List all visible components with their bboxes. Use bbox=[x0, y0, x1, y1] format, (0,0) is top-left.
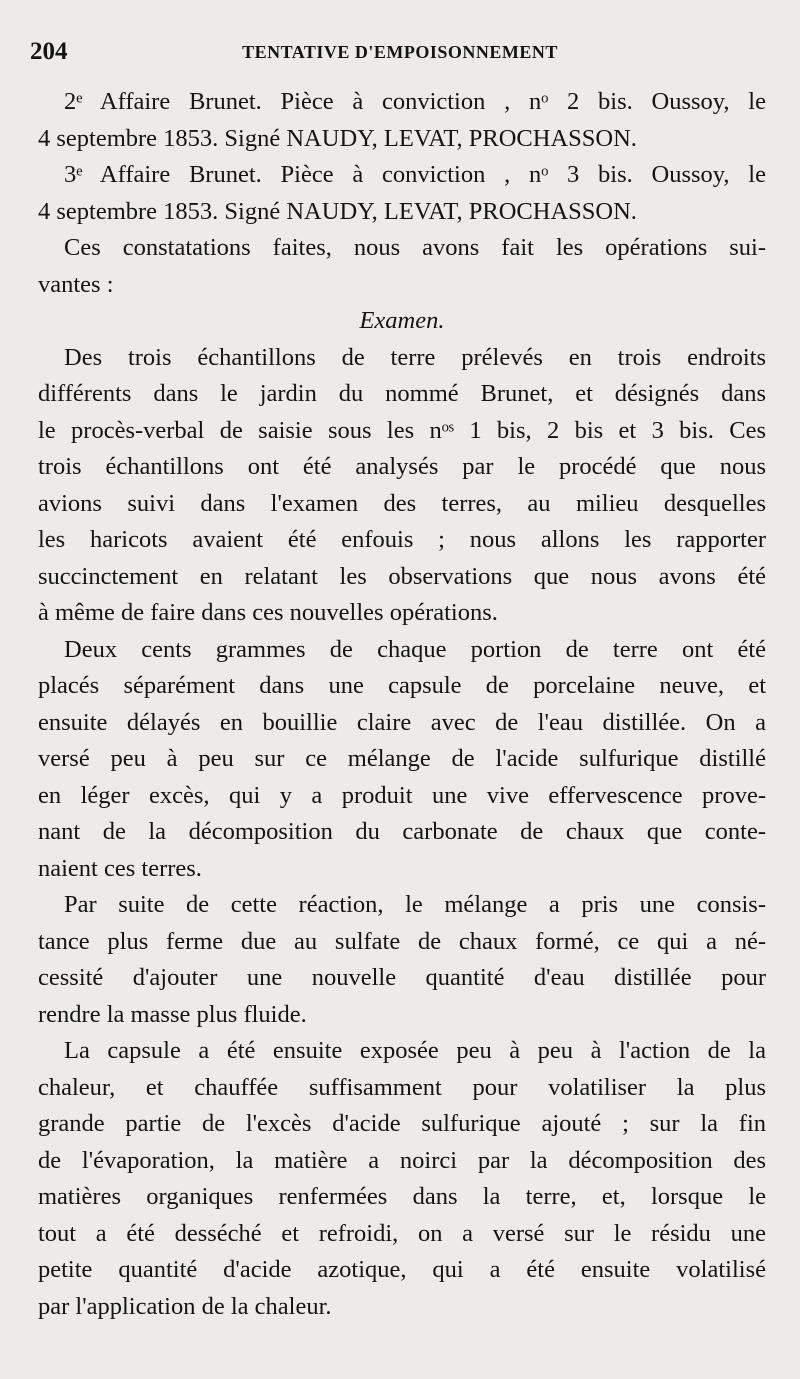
text-line: cessité d'ajouter une nouvelle quantité d'eau distillée pour bbox=[38, 964, 766, 991]
text-line: tout a été desséché et refroidi, on a versé sur le résidu une bbox=[38, 1219, 766, 1247]
text-line: en léger excès, qui y a produit une vive effervescence prove- bbox=[38, 781, 766, 809]
text-line: le procès-verbal de saisie sous les nᵒˢ 1 bis, 2 bis et 3 bis. Ces bbox=[38, 416, 766, 444]
text-line: Par suite de cette réaction, le mélange a pris une consis- bbox=[64, 891, 766, 918]
text-line: différents dans le jardin du nommé Brunet, et désignés dans bbox=[38, 380, 766, 407]
text-line: à même de faire dans ces nouvelles opérations. bbox=[38, 599, 498, 626]
text-line: Deux cents grammes de chaque portion de terre ont été bbox=[64, 635, 766, 663]
text-line: versé peu à peu sur ce mélange de l'acide sulfurique distillé bbox=[38, 745, 766, 772]
text-line: La capsule a été ensuite exposée peu à peu à l'action de la bbox=[64, 1037, 766, 1064]
text-line: les haricots avaient été enfouis ; nous allons les rapporter bbox=[38, 526, 766, 553]
text-line: 4 septembre 1853. Signé NAUDY, LEVAT, PROCHASSON. bbox=[38, 124, 637, 152]
text-line: petite quantité d'acide azotique, qui a été ensuite volatilisé bbox=[38, 1256, 766, 1283]
page-number: 204 bbox=[30, 38, 68, 65]
text-line: vantes : bbox=[38, 270, 114, 298]
running-title: TENTATIVE D'EMPOISONNEMENT bbox=[242, 42, 558, 62]
text-line: tance plus ferme due au sulfate de chaux formé, ce qui a né- bbox=[38, 927, 766, 955]
page-header bbox=[30, 38, 770, 70]
text-line: 4 septembre 1853. Signé NAUDY, LEVAT, PROCHASSON. bbox=[38, 197, 637, 225]
text-line: 2ᵉ Affaire Brunet. Pièce à conviction , nᵒ 2 bis. Oussoy, le bbox=[64, 88, 766, 115]
body-text bbox=[38, 84, 766, 1325]
text-line: placés séparément dans une capsule de porcelaine neuve, et bbox=[38, 672, 766, 699]
text-line: de l'évaporation, la matière a noirci par la décomposition des bbox=[38, 1146, 766, 1174]
text-line: nant de la décomposition du carbonate de chaux que conte- bbox=[38, 818, 766, 845]
text-line: succinctement en relatant les observations que nous avons été bbox=[38, 562, 766, 590]
text-line: grande partie de l'excès d'acide sulfurique ajouté ; sur la fin bbox=[38, 1110, 766, 1137]
text-line: Des trois échantillons de terre prélevés en trois endroits bbox=[64, 343, 766, 371]
text-line: 3ᵉ Affaire Brunet. Pièce à conviction , nᵒ 3 bis. Oussoy, le bbox=[64, 161, 766, 188]
text-line: matières organiques renfermées dans la terre, et, lorsque le bbox=[38, 1183, 766, 1210]
text-line: par l'application de la chaleur. bbox=[38, 1292, 332, 1320]
text-line: chaleur, et chauffée suffisamment pour volatiliser la plus bbox=[38, 1073, 766, 1101]
section-heading: Examen. bbox=[359, 307, 445, 334]
text-line: Ces constatations faites, nous avons fait les opérations sui- bbox=[64, 234, 766, 261]
text-line: naient ces terres. bbox=[38, 854, 202, 882]
text-line: rendre la masse plus fluide. bbox=[38, 1000, 307, 1028]
text-line: trois échantillons ont été analysés par le procédé que nous bbox=[38, 453, 766, 480]
text-line: avions suivi dans l'examen des terres, au milieu desquelles bbox=[38, 489, 766, 517]
text-line: ensuite délayés en bouillie claire avec de l'eau distillée. On a bbox=[38, 708, 766, 736]
